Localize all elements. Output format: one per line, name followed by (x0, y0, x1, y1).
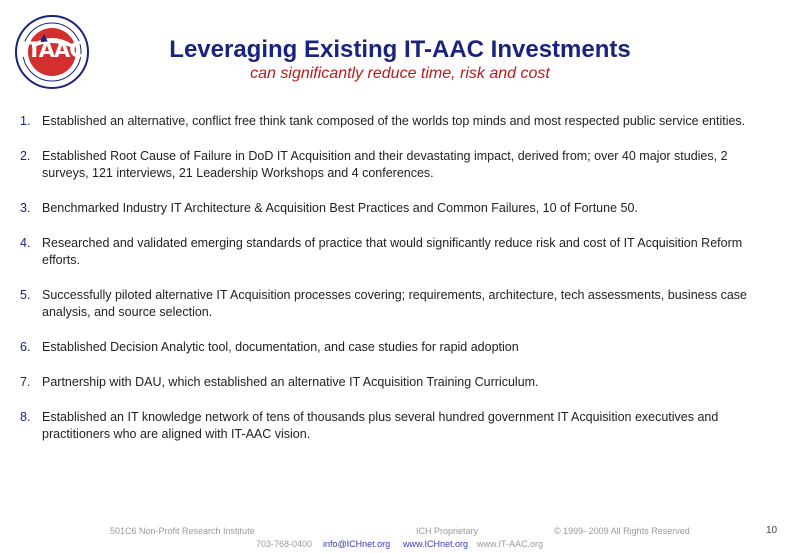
item-number: 7 . (20, 374, 30, 391)
list-item (20, 113, 775, 130)
page-subtitle: can significantly reduce time, risk and cost (250, 65, 550, 82)
footer-proprietary: ICH Proprietary (416, 526, 479, 536)
item-text: Established an alternative, conflict free think tank composed of the worlds top minds and most respected public service entities. (42, 114, 746, 128)
list-item (20, 148, 775, 182)
list-item (20, 409, 775, 443)
item-text: Established an IT knowledge network of tens of thousands plus several hundred government IT Acquisition executives and practitioners who are aligned with IT-AAC vision. (42, 410, 719, 441)
item-text: Benchmarked Industry IT Architecture & Acquisition Best Practices and Common Failures, 10 of Fortune 50. (42, 201, 638, 215)
list-item (20, 235, 775, 269)
page-number: 10 (766, 525, 778, 536)
item-number: 6 . (20, 339, 30, 356)
footer-web-link-ichnet[interactable]: www.ICHnet.org (403, 539, 469, 549)
list-item (20, 200, 775, 217)
footer-email-link[interactable]: info@ICHnet.org (323, 539, 391, 549)
logo-text: ITAAC (20, 38, 84, 62)
item-text: Established Decision Analytic tool, documentation, and case studies for rapid adoption (42, 340, 519, 354)
list-item (20, 339, 775, 356)
item-text: Researched and validated emerging standards of practice that would significantly reduce risk and cost of IT Acquisition Reform efforts. (42, 236, 743, 267)
item-text: Established Root Cause of Failure in DoD IT Acquisition and their devastating impact, derived from; over 40 major studies, 2 surveys, 121 interviews, 21 Leadership Workshops and 4 conferences. (42, 149, 728, 180)
item-number: 1 . (20, 113, 30, 130)
item-text: Partnership with DAU, which established an alternative IT Acquisition Training Curriculum. (42, 375, 539, 389)
footer-phone: 703-768-0400 (256, 539, 313, 549)
item-number: 2 . (20, 148, 30, 165)
footer-copyright: © 1999- 2009 All Rights Reserved (554, 526, 690, 536)
item-number: 4 . (20, 235, 30, 252)
item-number: 8 . (20, 409, 30, 426)
item-number: 5 . (20, 287, 30, 304)
item-text: Successfully piloted alternative IT Acquisition processes covering; requirements, architecture, tech assessments, business case analysis, and source selection. (42, 288, 747, 319)
list-item (20, 374, 775, 391)
page-title: Leveraging Existing IT-AAC Investments (169, 36, 631, 63)
itaac-logo (14, 14, 90, 90)
accomplishment-list (20, 113, 775, 461)
item-number: 3 . (20, 200, 30, 217)
footer-org: 501C6 Non-Profit Research Institute (110, 526, 255, 536)
list-item (20, 287, 775, 321)
footer-web-link-itaac[interactable]: www.IT-AAC.org (477, 539, 544, 549)
